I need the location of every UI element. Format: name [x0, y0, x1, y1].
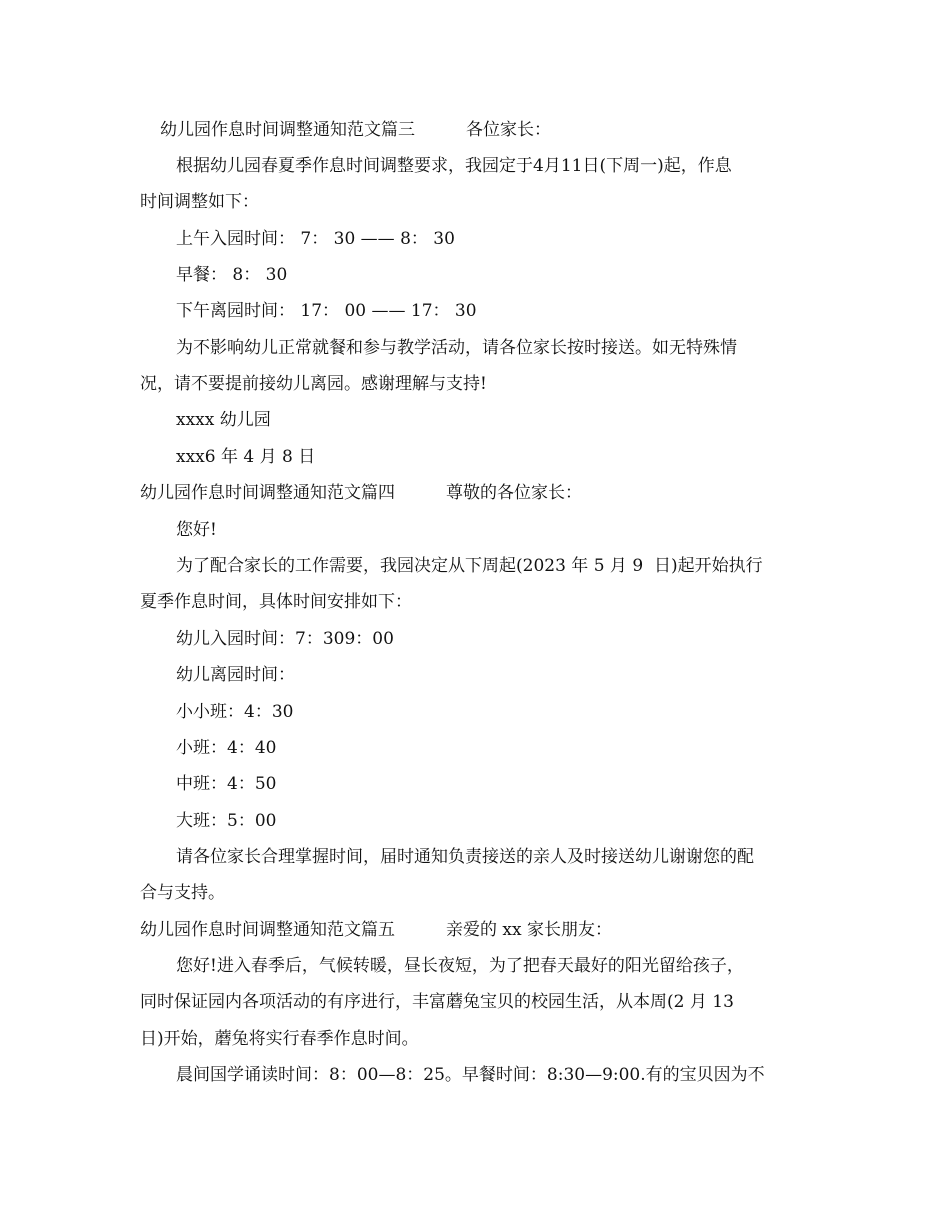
paragraph-line: 晨间国学诵读时间：8：00—8：25。早餐时间：8:30—9:00.有的宝贝因为不	[176, 1065, 765, 1085]
schedule-line: 上午入园时间： 7： 30 —— 8： 30	[176, 229, 455, 249]
schedule-line: 小班：4：40	[176, 738, 277, 758]
section-heading-4: 幼儿园作息时间调整通知范文篇四 尊敬的各位家长：	[140, 483, 582, 503]
paragraph-line: 况，请不要提前接幼儿离园。感谢理解与支持!	[140, 374, 487, 394]
paragraph-line: 时间调整如下：	[140, 192, 259, 212]
schedule-line: 大班：5：00	[176, 811, 277, 831]
paragraph-line: 日)开始，蘑兔将实行春季作息时间。	[140, 1029, 419, 1049]
schedule-line: 幼儿入园时间：7：309：00	[176, 629, 394, 649]
schedule-line: 小小班：4：30	[176, 702, 294, 722]
schedule-line: 中班：4：50	[176, 774, 277, 794]
paragraph-line: 根据幼儿园春夏季作息时间调整要求，我园定于4月11日(下周一)起，作息	[176, 156, 732, 176]
paragraph-line: 为不影响幼儿正常就餐和参与教学活动，请各位家长按时接送。如无特殊情	[176, 338, 737, 358]
paragraph-line: 为了配合家长的工作需要，我园决定从下周起(2023 年 5 月 9 日)起开始执行	[176, 556, 763, 576]
schedule-line: 下午离园时间： 17： 00 —— 17： 30	[176, 301, 477, 321]
paragraph-line: 您好!进入春季后，气候转暖，昼长夜短，为了把春天最好的阳光留给孩子，	[176, 956, 744, 976]
signature-line: xxxx 幼儿园	[176, 410, 271, 430]
greeting-line: 您好!	[176, 520, 217, 540]
schedule-line: 早餐： 8： 30	[176, 265, 288, 285]
section-heading-5: 幼儿园作息时间调整通知范文篇五 亲爱的 xx 家长朋友：	[140, 920, 612, 940]
paragraph-line: 同时保证园内各项活动的有序进行，丰富蘑兔宝贝的校园生活，从本周(2 月 13	[140, 992, 734, 1012]
schedule-line: 幼儿离园时间：	[176, 665, 295, 685]
paragraph-line: 夏季作息时间，具体时间安排如下：	[140, 592, 412, 612]
paragraph-line: 请各位家长合理掌握时间，届时通知负责接送的亲人及时接送幼儿谢谢您的配	[176, 847, 754, 867]
section-heading-3: 幼儿园作息时间调整通知范文篇三 各位家长：	[160, 120, 551, 140]
date-line: xxx6 年 4 月 8 日	[176, 447, 316, 467]
paragraph-line: 合与支持。	[140, 883, 225, 903]
